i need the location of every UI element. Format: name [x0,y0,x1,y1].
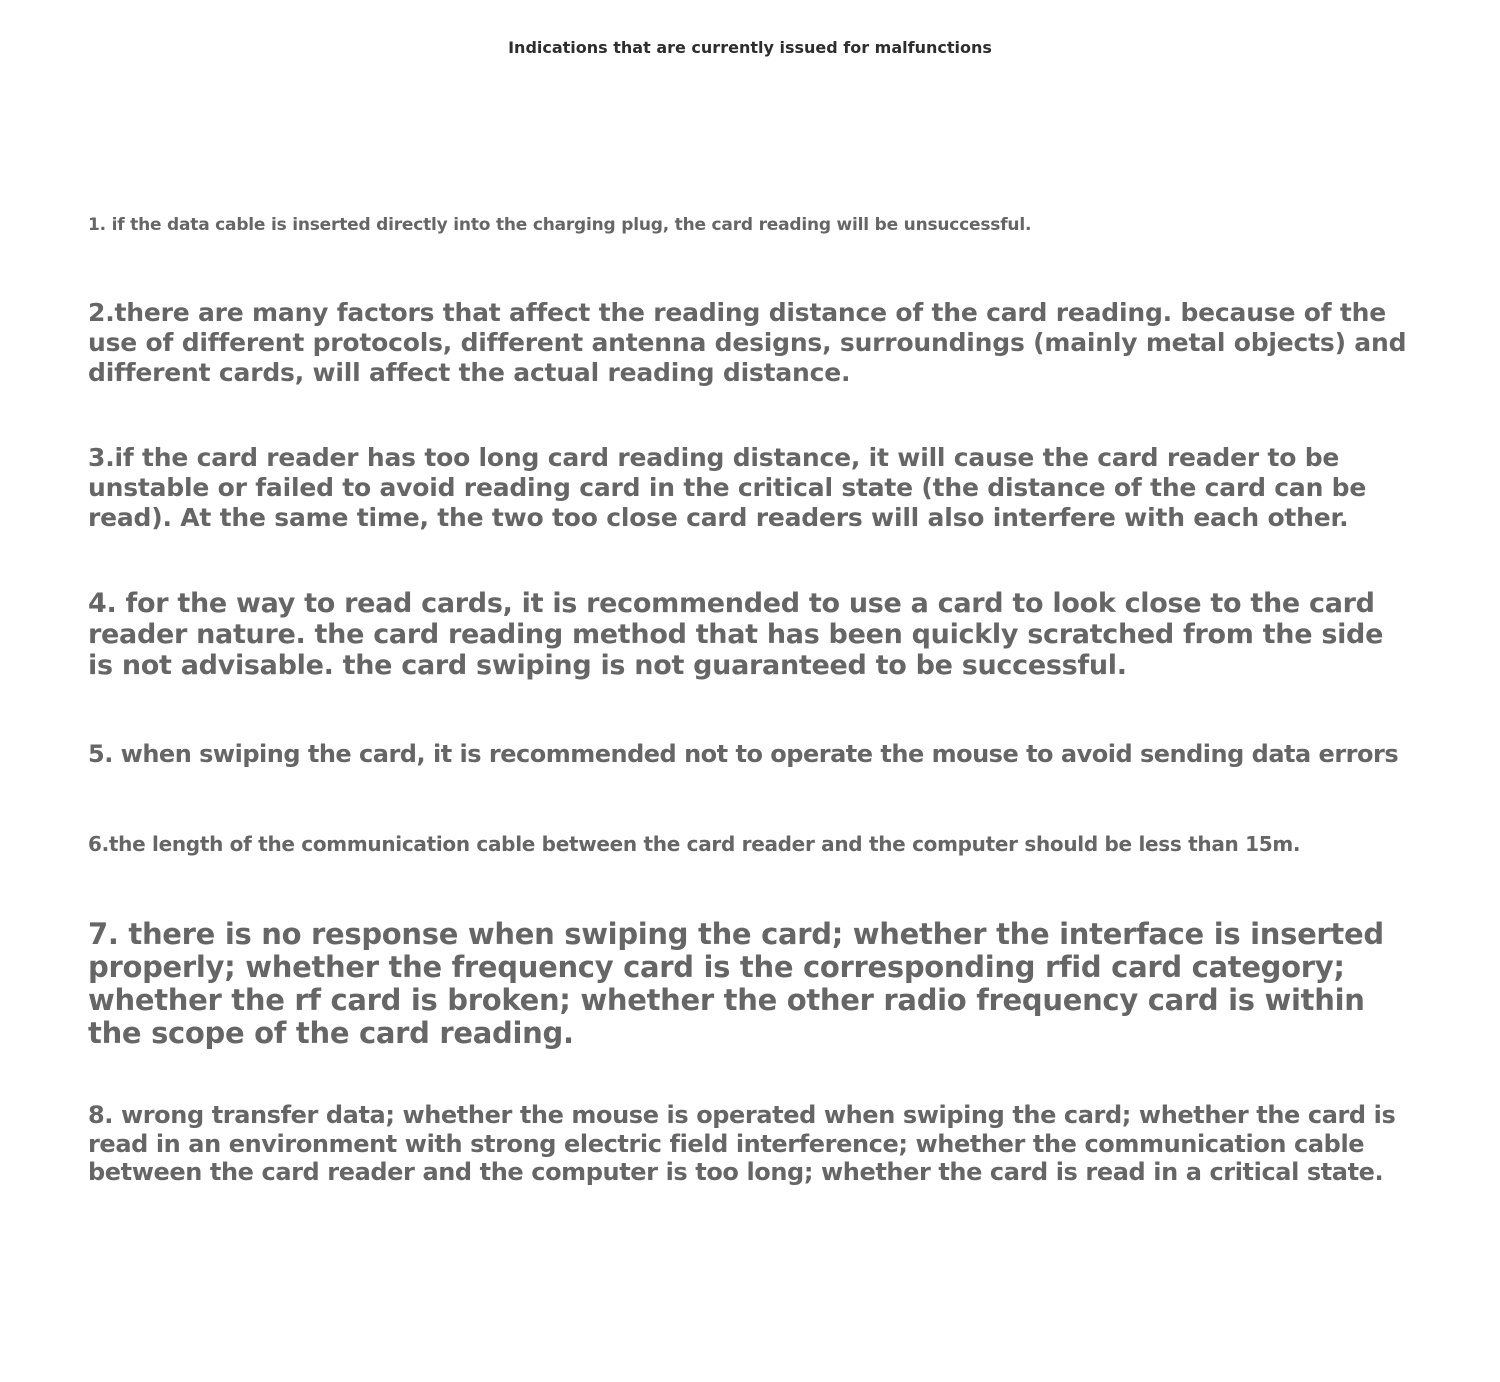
note-5: 5. when swiping the card, it is recommended not to operate the mouse to avoid sending data errors [88,740,1399,768]
note-8: 8. wrong transfer data; whether the mouse is operated when swiping the card; whether the card is read in an environment with strong electric field interference; whether the communication cable between the card reader and the computer is too long; whether the card is read in a critical state. [88,1101,1396,1186]
note-2: 2.there are many factors that affect the reading distance of the card reading. because of the use of different protocols, different antenna designs, surroundings (mainly metal objects) and different cards, will affect the actual reading distance. [88,298,1407,387]
note-6: 6.the length of the communication cable between the card reader and the computer should be less than 15m. [88,832,1301,856]
note-1: 1. if the data cable is inserted directly into the charging plug, the card reading will be unsuccessful. [88,215,1032,235]
note-4: 4. for the way to read cards, it is recommended to use a card to look close to the card reader nature. the card reading method that has been quickly scratched from the side is not advisable. the card swiping is not guaranteed to be successful. [88,588,1384,681]
note-3: 3.if the card reader has too long card reading distance, it will cause the card reader to be unstable or failed to avoid reading card in the critical state (the distance of the card can be read). At the same time, the two too close card readers will also interfere with each other. [88,443,1367,532]
note-7: 7. there is no response when swiping the card; whether the interface is inserted properly; whether the frequency card is the corresponding rfid card category; whether the rf card is broken; whether the other radio frequency card is within the scope of the card reading. [88,917,1384,1050]
page-title: Indications that are currently issued for malfunctions [508,38,992,57]
